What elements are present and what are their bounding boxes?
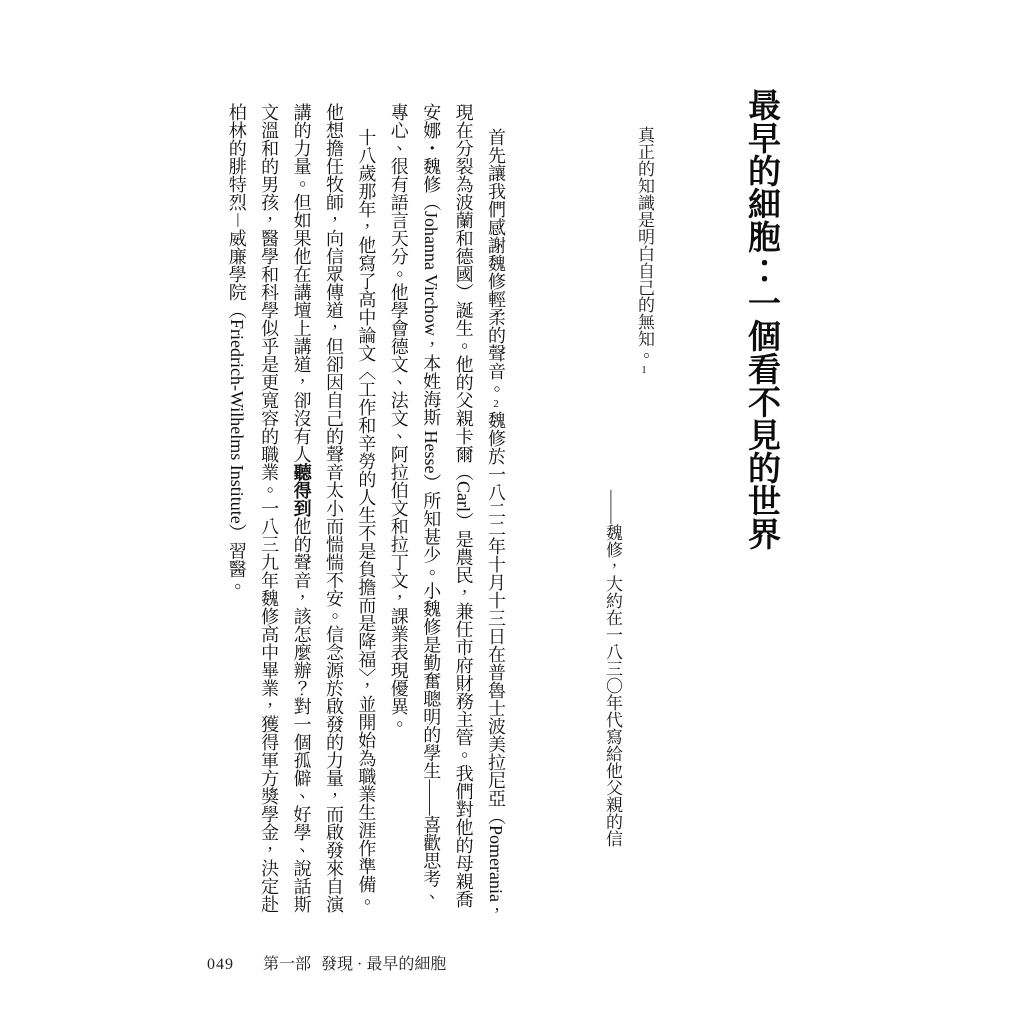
epigraph-attribution: ——魏修，大約在一八三〇年代寫給他父親的信 xyxy=(603,490,622,847)
text-segment-footnote: 2 xyxy=(490,398,502,411)
epigraph xyxy=(597,126,660,916)
body-paragraph-1 xyxy=(382,103,512,921)
page-footer xyxy=(207,951,446,974)
body-text xyxy=(220,103,512,921)
text-segment-bold: 聽得到 xyxy=(291,463,312,517)
epigraph-footnote-marker: 1 xyxy=(638,364,650,376)
text-segment-normal: 首先讓我們感謝魏修輕柔的聲音。 xyxy=(486,128,506,398)
text-segment-normal: 十八歲那年，他寫了高中論文〈工作和辛勞的人生不是負擔而是降福〉，並開始為職業生涯作準備。他想擔任牧師，向信眾傳道，但卻因自己的聲音太小而惴惴不安。信念源於啟發的力量，而啟發來自演講的力量。但如果他在講壇上講道，卻沒有人 xyxy=(291,103,377,913)
epigraph-quote-text: 真正的知識是明白自己的無知。 xyxy=(635,126,654,364)
footer-part-label: 第一部 xyxy=(263,956,312,973)
text-segment-normal: 魏修於一八二二年十月十三日在普魯士波美拉尼亞（Pomerania，現在分裂為波蘭和德國）誕生。他的父親卡爾（Carl）是農民，兼任市府財務主管。我們對他的母親喬安娜・魏修（Johanna Virchow，本姓海斯 Hesse）所知甚少。小魏修是勤奮聰明的學生——喜歡思考、專心、很有語言天分。他學會德文、法文、阿拉伯文和拉丁文，課業表現優異。 xyxy=(388,103,506,920)
text-segment-normal: 他的聲音，該怎麼辦？對一個孤僻、好學、說話斯文溫和的男孩，醫學和科學似乎是更寬容的職業。一八三九年魏修高中畢業，獲得軍方獎學金，決定赴柏林的腓特烈－威廉學院（Friedrich-Wilhelms Institute）習醫。 xyxy=(226,103,312,913)
footer-chapter-label: 發現 · 最早的細胞 xyxy=(321,956,447,973)
page-number: 049 xyxy=(207,956,234,973)
epigraph-quote xyxy=(628,126,660,916)
body-paragraph-2 xyxy=(220,103,382,921)
chapter-title: 最早的細胞：一個看不見的世界 xyxy=(743,88,779,550)
